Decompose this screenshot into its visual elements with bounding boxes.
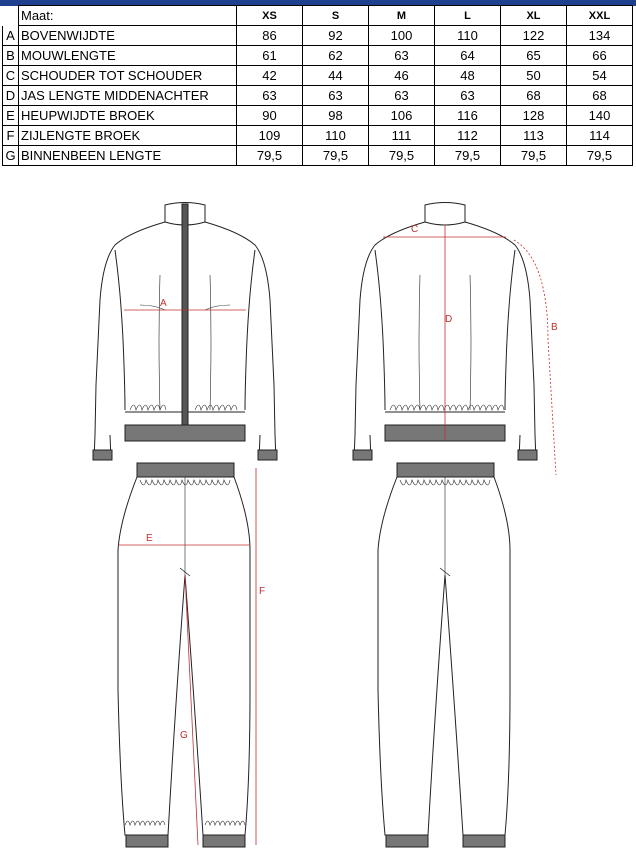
table-row (3, 46, 633, 66)
jacket-front (93, 203, 277, 461)
row-value: 62 (303, 46, 369, 66)
row-value: 109 (237, 126, 303, 146)
row-value: 54 (567, 66, 633, 86)
size-xl: XL (501, 6, 567, 26)
table-row (3, 86, 633, 106)
row-value: 42 (237, 66, 303, 86)
row-value: 48 (435, 66, 501, 86)
row-value: 63 (435, 86, 501, 106)
row-value: 79,5 (567, 146, 633, 166)
row-value: 128 (501, 106, 567, 126)
size-xxl: XXL (567, 6, 633, 26)
row-value: 79,5 (501, 146, 567, 166)
row-value: 68 (567, 86, 633, 106)
row-value: 86 (237, 26, 303, 46)
row-value: 111 (369, 126, 435, 146)
row-letter: A (3, 26, 19, 46)
label-b: B (551, 322, 558, 333)
row-measurement-name: BOVENWIJDTE (19, 26, 237, 46)
size-l: L (435, 6, 501, 26)
row-measurement-name: MOUWLENGTE (19, 46, 237, 66)
row-value: 50 (501, 66, 567, 86)
table-row (3, 126, 633, 146)
row-value: 106 (369, 106, 435, 126)
row-value: 92 (303, 26, 369, 46)
row-value: 46 (369, 66, 435, 86)
table-row (3, 146, 633, 166)
row-letter: D (3, 86, 19, 106)
row-value: 134 (567, 26, 633, 46)
row-letter: G (3, 146, 19, 166)
row-letter: F (3, 126, 19, 146)
row-letter: E (3, 106, 19, 126)
row-value: 110 (303, 126, 369, 146)
row-value: 63 (237, 86, 303, 106)
row-value: 79,5 (303, 146, 369, 166)
row-measurement-name: JAS LENGTE MIDDENACHTER (19, 86, 237, 106)
pants-back (378, 463, 510, 847)
measure-g-line (185, 575, 198, 845)
row-value: 66 (567, 46, 633, 66)
size-table (2, 5, 633, 166)
pants-front (118, 463, 250, 847)
size-m: M (369, 6, 435, 26)
row-value: 63 (369, 86, 435, 106)
row-value: 140 (567, 106, 633, 126)
row-value: 79,5 (237, 146, 303, 166)
label-a: A (160, 298, 167, 309)
row-value: 112 (435, 126, 501, 146)
header-letter-cell (3, 6, 19, 26)
row-value: 113 (501, 126, 567, 146)
row-value: 79,5 (435, 146, 501, 166)
row-letter: B (3, 46, 19, 66)
label-g: G (180, 730, 188, 741)
label-c: C (411, 224, 419, 235)
size-header-row (3, 6, 633, 26)
row-letter: C (3, 66, 19, 86)
table-row (3, 26, 633, 46)
garment-technical-drawing (0, 190, 636, 866)
maat-label: Maat: (19, 6, 237, 26)
row-value: 90 (237, 106, 303, 126)
row-value: 116 (435, 106, 501, 126)
row-value: 100 (369, 26, 435, 46)
row-measurement-name: HEUPWIJDTE BROEK (19, 106, 237, 126)
row-value: 44 (303, 66, 369, 86)
table-row (3, 66, 633, 86)
row-value: 122 (501, 26, 567, 46)
row-measurement-name: BINNENBEEN LENGTE (19, 146, 237, 166)
label-f: F (259, 586, 266, 597)
row-measurement-name: SCHOUDER TOT SCHOUDER (19, 66, 237, 86)
label-d: D (445, 314, 453, 325)
size-xs: XS (237, 6, 303, 26)
label-e: E (146, 533, 153, 544)
row-value: 61 (237, 46, 303, 66)
row-value: 110 (435, 26, 501, 46)
row-value: 79,5 (369, 146, 435, 166)
row-value: 68 (501, 86, 567, 106)
row-value: 98 (303, 106, 369, 126)
row-value: 64 (435, 46, 501, 66)
table-row (3, 106, 633, 126)
row-value: 65 (501, 46, 567, 66)
row-measurement-name: ZIJLENGTE BROEK (19, 126, 237, 146)
row-value: 114 (567, 126, 633, 146)
row-value: 63 (369, 46, 435, 66)
size-s: S (303, 6, 369, 26)
row-value: 63 (303, 86, 369, 106)
